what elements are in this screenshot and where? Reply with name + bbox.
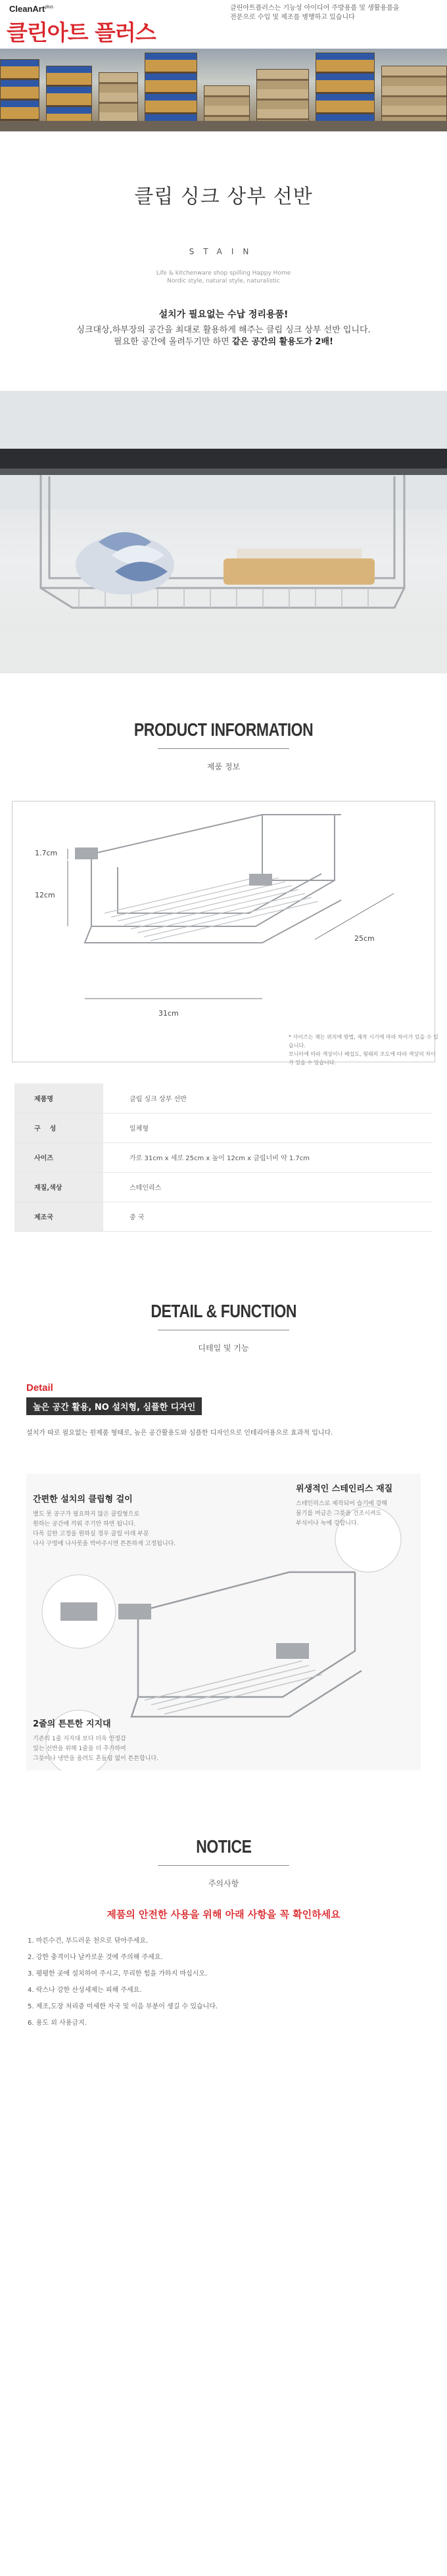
notice-title: NOTICE bbox=[195, 1836, 252, 1857]
height-label: 12cm bbox=[35, 891, 55, 899]
spec-table bbox=[14, 1083, 433, 1232]
brand-desc-line: 전문으로 수입 및 제조를 병행하고 있습니다 bbox=[230, 14, 355, 21]
feature-line: 나사 구멍에 나사못을 박아주시면 튼튼하게 고정됩니다. bbox=[33, 1540, 176, 1547]
product-dimension-diagram bbox=[12, 801, 438, 1066]
detail-header bbox=[0, 1301, 447, 1353]
feature-line: 기존의 1줄 지지대 보다 더욱 안정감 bbox=[33, 1735, 126, 1742]
feature-line: 그릇이나 냉반을 올려도 흔들림 없이 튼튼합니다. bbox=[33, 1755, 159, 1762]
clip-height-label: 1.7cm bbox=[35, 849, 58, 857]
feature-line: 별도 못 공구가 필요하지 않은 클립형으로 bbox=[33, 1510, 140, 1518]
description-line: 싱크대상,하부장의 공간을 최대로 활용하게 해주는 클립 싱크 상부 선반 입니다. bbox=[76, 325, 371, 335]
product-subtitle: STAIN bbox=[189, 247, 258, 256]
detail-tag: Detail bbox=[26, 1382, 53, 1393]
product-lead: 설치가 필요없는 수납 정리용품! bbox=[158, 309, 289, 320]
table-row bbox=[14, 1142, 433, 1172]
brand-description bbox=[230, 4, 440, 22]
feature-line: 스테인리스로 제작되어 습기에 강해 bbox=[296, 1500, 387, 1507]
spec-value: 일체형 bbox=[103, 1113, 433, 1142]
spec-key: 사이즈 bbox=[14, 1142, 103, 1172]
feature-line: 다목 깊한 고정을 원하실 경우 클립 아래 부분 bbox=[33, 1530, 149, 1537]
product-info-title: PRODUCT INFORMATION bbox=[133, 719, 314, 740]
notice-headline: 제품의 안전한 사용을 위해 아래 사항을 꼭 확인하세요 bbox=[106, 1908, 341, 1920]
feature-line: 부식이나 녹에 강합니다. bbox=[296, 1520, 359, 1527]
depth-label: 25cm bbox=[354, 934, 375, 943]
notice-subtitle: 주의사항 bbox=[208, 1878, 239, 1888]
detail-subtitle: 디테일 및 기능 bbox=[198, 1343, 249, 1353]
spec-value: 스테인리스 bbox=[103, 1172, 433, 1202]
feature-title: 2줄의 튼튼한 지지대 bbox=[33, 1719, 111, 1729]
description-line bbox=[0, 336, 447, 348]
feature-stainless bbox=[296, 1481, 417, 1529]
feature-title: 위생적인 스테인리스 재질 bbox=[296, 1483, 393, 1494]
feature-showcase bbox=[26, 1474, 421, 1771]
brand-header bbox=[0, 0, 447, 131]
section-divider bbox=[158, 748, 289, 749]
spec-value: 중 국 bbox=[103, 1202, 433, 1231]
feature-clip-mount bbox=[33, 1492, 184, 1549]
feature-double-support bbox=[33, 1717, 191, 1764]
product-info-subtitle: 제품 정보 bbox=[206, 762, 241, 771]
spec-value: 클립 싱크 상부 선반 bbox=[103, 1083, 433, 1113]
product-description bbox=[0, 325, 447, 348]
disclaimer-line: 모니터에 따라 색상이나 배섭도, 형태의 조도에 따라 색상의 차이가 있을 수 있습니다. bbox=[289, 1051, 436, 1066]
spec-key: 제조국 bbox=[14, 1202, 103, 1231]
product-info-header bbox=[0, 719, 447, 772]
detail-title: DETAIL & FUNCTION bbox=[151, 1300, 296, 1321]
feature-text bbox=[33, 1734, 191, 1764]
spec-key: 구 성 bbox=[14, 1113, 103, 1142]
section-divider bbox=[158, 1865, 289, 1866]
list-item: 3. 평평한 곳에 설치하여 주시고, 무리한 힘을 가하지 마십시오. bbox=[28, 1970, 208, 1977]
feature-line: 물기를 머금은 그릇을 건조시켜도 bbox=[296, 1510, 382, 1517]
spec-key: 제품명 bbox=[14, 1083, 103, 1113]
notice-list bbox=[28, 1933, 447, 2031]
table-row bbox=[14, 1113, 433, 1142]
size-disclaimer bbox=[289, 1033, 440, 1067]
brand-logo bbox=[9, 4, 53, 14]
table-row bbox=[14, 1202, 433, 1231]
feature-text bbox=[296, 1499, 417, 1529]
product-intro bbox=[0, 131, 447, 391]
list-item: 4. 락스나 강한 산성세제는 피해 주세요. bbox=[28, 1986, 142, 1994]
detail-description: 설치가 따로 필요없는 원제품 형태로, 높은 공간활용도와 심플한 디자인으로 인테리어용으로 효과적 입니다. bbox=[26, 1429, 333, 1437]
list-item: 6. 용도 외 사용금지. bbox=[28, 2019, 87, 2027]
detail-summary bbox=[0, 1382, 447, 1415]
list-item: 1. 마른수건, 부드러운 천으로 닦아주세요. bbox=[28, 1937, 149, 1945]
notice-header bbox=[0, 1836, 447, 1889]
feature-title: 간편한 설치의 클립형 걸이 bbox=[33, 1494, 133, 1504]
brand-logo-sup: plus bbox=[45, 5, 54, 10]
feature-text bbox=[33, 1510, 184, 1549]
brand-desc-line: 클린아트플러스는 기능성 아이디어 주방용품 및 생활용품을 bbox=[230, 5, 400, 12]
detail-headline: 높은 공간 활용, NO 설치형, 심플한 디자인 bbox=[26, 1397, 202, 1415]
shelf-on-cabinet-illustration bbox=[0, 391, 447, 673]
product-title: 클립 싱크 상부 선반 bbox=[134, 185, 313, 208]
product-main-photo bbox=[0, 391, 447, 673]
brand-name: 클린아트 플러스 bbox=[7, 20, 156, 45]
feature-line: 원하는 공간에 끼워 주기만 하면 됩니다. bbox=[33, 1520, 136, 1527]
brand-logo-text: CleanArt bbox=[9, 4, 45, 14]
list-item: 2. 강한 충격이나 날카로운 것에 주의해 주세요. bbox=[28, 1953, 163, 1961]
description-highlight: 같은 공간의 활용도가 2배! bbox=[231, 337, 333, 347]
spec-value: 가로 31cm x 세로 25cm x 높이 12cm x 클립너비 약 1.7cm bbox=[103, 1142, 433, 1172]
table-row bbox=[14, 1083, 433, 1113]
tagline bbox=[0, 269, 447, 285]
feature-line: 있는 선반을 위해 1줄을 더 추가하여 bbox=[33, 1745, 126, 1752]
disclaimer-line: * 사이즈는 재는 위치에 방법, 제작 시기에 따라 차이가 있을 수 있습니다. bbox=[289, 1034, 438, 1049]
width-label: 31cm bbox=[158, 1009, 179, 1018]
tagline-line: Life & kitchenware shop spilling Happy Home bbox=[156, 270, 291, 277]
spec-key: 재질,색상 bbox=[14, 1172, 103, 1202]
table-row bbox=[14, 1172, 433, 1202]
warehouse-photo bbox=[0, 49, 447, 131]
description-text: 필요한 공간에 올려두기만 하면 bbox=[114, 337, 232, 347]
tagline-line: Nordic style, natural style, naturalistic bbox=[167, 278, 280, 284]
shelf-dimension-drawing bbox=[12, 802, 435, 1025]
list-item: 5. 제조,도장 처리중 미세한 자국 및 이음 부분이 생길 수 있습니다. bbox=[28, 2002, 218, 2010]
